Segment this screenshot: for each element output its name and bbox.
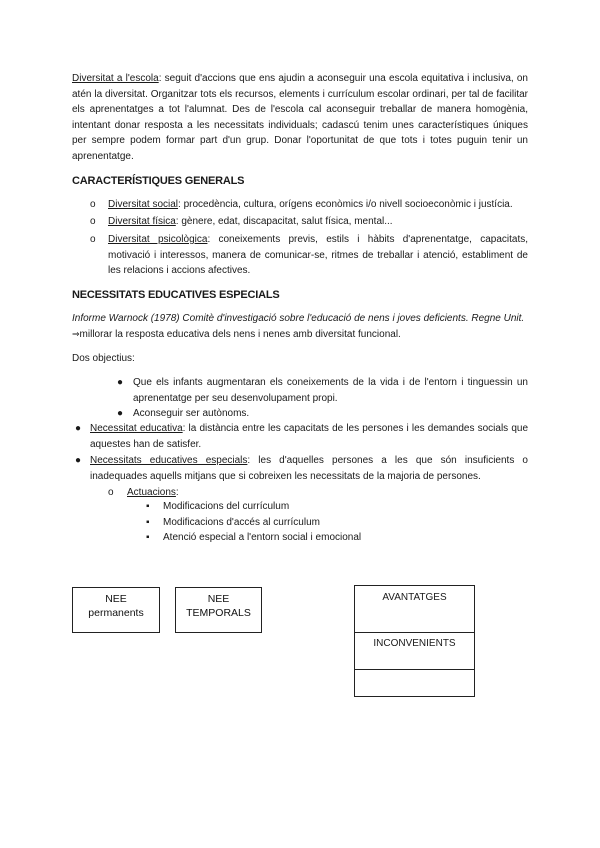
intro-paragraph	[72, 71, 528, 164]
arrow-icon: ⇒	[72, 329, 80, 339]
actuacio-item: Modificacions d'accés al currículum	[163, 517, 320, 528]
box-nee-permanents	[72, 587, 160, 633]
intro-text: : seguit d'accions que ens ajudin a aconseguir una escola equitativa i inclusiva, on atén la diversitat. Organitzar tots els recursos, elements i currículum escolar ordinari, per tal de facilitar els aprenentatges a tot l'alumnat. Des de l'escola cal aconseguir treballar de manera homogènia, intentant donar resposta a les necessitats individuals; cadascú tenim unes característiques úniques per sempre podem formar part d'un grup. Donar l'oportunitat de que tots i totes puguin tenir un aprenentatge.	[72, 73, 528, 162]
box-line: NEE	[105, 593, 127, 605]
warnock-line: Informe Warnock (1978) Comitè d'investigació sobre l'educació de nens i joves deficients. Regne Unit.	[72, 313, 525, 324]
list-marker: o	[90, 216, 96, 227]
avantatges-cell: AVANTATGES	[355, 586, 474, 633]
inconvenients-cell: INCONVENIENTS	[355, 633, 474, 670]
heading-caracteristiques: CARACTERÍSTIQUES GENERALS	[72, 175, 245, 187]
term-text: : coneixements previs, estils i hàbits d'aprenentatge, capacitats, motivació i interessos, manera de comunicar-se, ritmes de treballar i atenció, establiment de les relacions i accions afectives.	[108, 234, 528, 276]
bullet-icon: ●	[75, 455, 82, 466]
objectiu-1: Que els infants augmentaran els coneixements de la vida i de l'entorn i tinguessin un aprenentatge per seu desenvolupament propi.	[133, 377, 528, 404]
list-marker: o	[90, 234, 96, 245]
square-bullet-icon: ▪	[146, 532, 150, 543]
box-line: NEE	[207, 593, 230, 605]
dos-objectius: Dos objectius:	[72, 353, 135, 364]
term-text: : la distància entre les capacitats de les persones i les demandes socials que aquestes han de satisfer.	[90, 423, 529, 450]
bullet-icon: ●	[117, 408, 124, 419]
term: Diversitat social	[108, 199, 179, 210]
term: Actuacions	[127, 487, 176, 498]
term-text: : procedència, cultura, orígens econòmics i/o nivell socioeconòmic i justícia.	[178, 199, 513, 210]
list-item-text	[108, 197, 528, 213]
square-bullet-icon: ▪	[146, 501, 150, 512]
term-text: : gènere, edat, discapacitat, salut física, mental...	[175, 216, 393, 227]
square-bullet-icon: ▪	[146, 517, 150, 528]
bullet-icon: ●	[75, 423, 82, 434]
box-nee-temporals	[175, 587, 262, 633]
actuacio-item: Atenció especial a l'entorn social i emocional	[163, 532, 362, 543]
list-marker: o	[108, 487, 114, 498]
bullet-nee-especials	[90, 453, 528, 484]
term: Necessitats educatives especials	[90, 455, 248, 466]
term-text: : les d'aquelles persones a les que són insuficients o inadequades aquells mitjans que si cobreixen les necessitats de la majoria de persones.	[90, 455, 528, 482]
box-line: permanents	[88, 607, 144, 619]
heading-nee: NECESSITATS EDUCATIVES ESPECIALS	[72, 289, 280, 301]
term: Necessitat educativa	[90, 423, 183, 434]
actuacio-item: Modificacions del currículum	[163, 501, 290, 512]
warnock-line-2	[72, 327, 528, 343]
objectiu-2: Aconseguir ser autònoms.	[133, 408, 250, 419]
bullet-necessitat-educativa	[90, 421, 528, 452]
term: Diversitat física	[108, 216, 176, 227]
term: Diversitat psicològica	[108, 234, 208, 245]
term-suffix: :	[175, 487, 179, 498]
list-item-text	[108, 214, 528, 230]
empty-cell	[355, 670, 474, 696]
warnock-text: millorar la resposta educativa dels nens i nenes amb diversitat funcional.	[79, 329, 401, 340]
bullet-icon: ●	[117, 377, 124, 388]
box-line: TEMPORALS	[186, 607, 251, 619]
list-item-text	[108, 232, 528, 279]
avantatges-table	[354, 585, 475, 697]
intro-title: Diversitat a l'escola	[72, 73, 159, 84]
list-marker: o	[90, 199, 96, 210]
